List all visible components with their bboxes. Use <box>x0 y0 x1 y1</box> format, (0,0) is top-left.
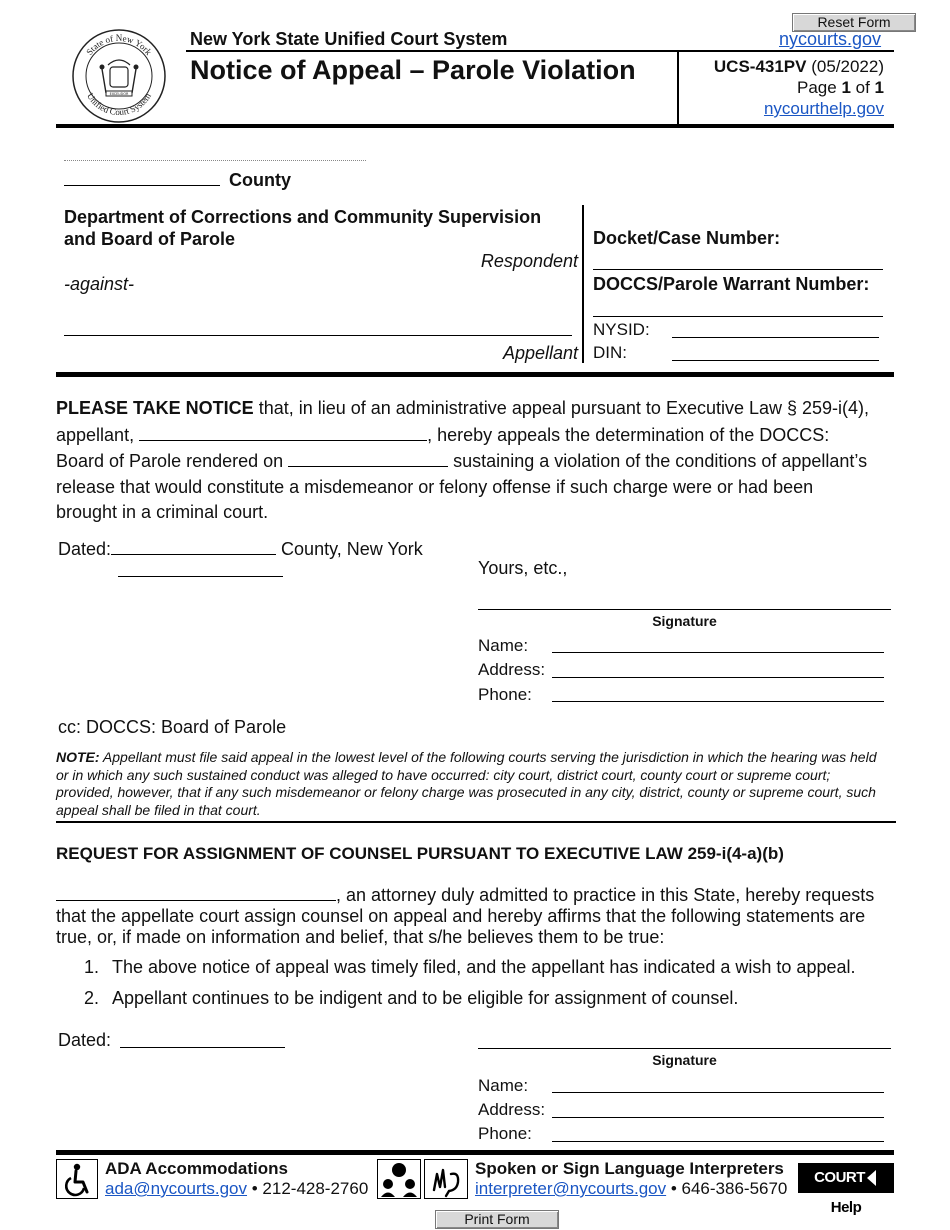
counsel-heading: REQUEST FOR ASSIGNMENT OF COUNSEL PURSUANT TO EXECUTIVE LAW 259-i(4-a)(b) <box>56 844 784 863</box>
sign-language-icon <box>424 1159 468 1199</box>
county-ny-text: County, New York <box>276 539 423 559</box>
docket-field[interactable] <box>593 269 883 270</box>
appellant-inline-field[interactable] <box>139 422 427 441</box>
interpreter-title: Spoken or Sign Language Interpreters <box>475 1159 784 1178</box>
page-number: Page 1 of 1 <box>797 78 884 97</box>
din-label: DIN: <box>593 343 627 362</box>
appellant-name-field[interactable] <box>64 335 572 336</box>
counsel-signature-line[interactable] <box>478 1048 891 1049</box>
reset-form-button[interactable]: Reset Form <box>792 13 916 32</box>
wheelchair-icon <box>56 1159 98 1199</box>
counsel-dated-label: Dated: <box>58 1030 112 1050</box>
form-code: UCS-431PV (05/2022) <box>713 57 884 76</box>
seal-top-text: State of New York <box>84 32 154 57</box>
counsel-item: 2. Appellant continues to be indigent and to be eligible for assignment of counsel. <box>84 988 739 1008</box>
against-text: -against- <box>64 274 135 294</box>
yours-text: Yours, etc., <box>478 558 568 578</box>
address-label: Address: <box>478 660 546 679</box>
warrant-field[interactable] <box>593 316 883 317</box>
nycourthelp-link[interactable]: nycourthelp.gov <box>763 99 884 118</box>
caption-divider <box>582 205 584 363</box>
header-rule <box>186 50 894 52</box>
counsel-name-label: Name: <box>478 1076 529 1095</box>
chevron-left-icon <box>867 1170 876 1186</box>
cc-line: cc: DOCCS: Board of Parole <box>58 717 287 737</box>
counsel-phone-field[interactable] <box>552 1141 884 1142</box>
counsel-name-field[interactable] <box>552 1092 884 1093</box>
interpreter-email-link[interactable]: interpreter@nycourts.gov <box>475 1179 667 1198</box>
dated-date-field[interactable] <box>118 576 283 577</box>
counsel-item: 1. The above notice of appeal was timely filed, and the appellant has indicated a wish to appeal. <box>84 957 856 977</box>
nycourts-link[interactable]: nycourts.gov <box>779 29 882 49</box>
counsel-intro: , an attorney duly admitted to practice in this State, hereby requests that the appellate court assign counsel on appeal and hereby affirms that the following statements are true, or, if made on information and belief, that s/he believes them to be true: <box>56 882 916 948</box>
ada-title: ADA Accommodations <box>105 1159 288 1178</box>
dated-county-field[interactable] <box>111 536 276 555</box>
ada-email-link[interactable]: ada@nycourts.gov <box>105 1179 248 1198</box>
court-seal <box>70 27 168 125</box>
determination-date-field[interactable] <box>288 448 448 467</box>
counsel-signature-label: Signature <box>652 1052 717 1068</box>
court-name-field[interactable] <box>64 160 366 161</box>
org-name: New York State Unified Court System <box>190 29 508 49</box>
phone-label: Phone: <box>478 685 532 704</box>
docket-label: Docket/Case Number: <box>593 228 781 248</box>
note-rule <box>56 821 896 823</box>
note-text: NOTE: Appellant must file said appeal in the lowest level of the following courts serving the jurisdiction in which the hearing was held or in which any such sustained conduct was alleged to have occurred: city court, district court, county court or supreme court; provided, however, that if any such misdemeanor or felony charge was prosecuted in any city, district, county or supreme court, such appeal shall be filed in that court. <box>56 749 877 818</box>
header-bottom-rule <box>56 124 894 128</box>
form-title: Notice of Appeal – Parole Violation <box>190 55 636 85</box>
signature-label: Signature <box>652 613 717 629</box>
county-field[interactable] <box>64 167 220 186</box>
county-label: County <box>229 170 292 190</box>
seal-bottom-text: Unified Court System <box>85 91 153 118</box>
din-field[interactable] <box>672 360 879 361</box>
attorney-name-field[interactable] <box>56 882 336 901</box>
name-field[interactable] <box>552 652 884 653</box>
interpreter-people-icon <box>377 1159 421 1199</box>
dated-label: Dated: <box>58 539 112 559</box>
ada-phone: • 212-428-2760 <box>247 1179 369 1198</box>
seal-ribbon: EXCELSIOR <box>109 92 129 96</box>
counsel-address-field[interactable] <box>552 1117 884 1118</box>
counsel-phone-label: Phone: <box>478 1124 532 1143</box>
caption-bottom-rule <box>56 372 894 377</box>
footer-top-rule <box>56 1150 894 1155</box>
header-divider <box>677 50 679 125</box>
phone-field[interactable] <box>552 701 884 702</box>
signature-line[interactable] <box>478 609 891 610</box>
counsel-dated-field[interactable] <box>120 1047 285 1048</box>
address-field[interactable] <box>552 677 884 678</box>
print-form-button[interactable]: Print Form <box>435 1210 559 1229</box>
warrant-label: DOCCS/Parole Warrant Number: <box>593 274 870 294</box>
notice-paragraph: PLEASE TAKE NOTICE that, in lieu of an administrative appeal pursuant to Executive Law § 259-i(4), appellant, , hereby appeals the determination of the DOCCS: Board of Parole rendered on sustaining a violation of the conditions of appellant’s release that would constitute a misdemeanor or felony offense if such charge were or had been brought in a criminal court. <box>56 398 870 522</box>
nysid-field[interactable] <box>672 337 879 338</box>
appellant-role: Appellant <box>502 343 578 363</box>
respondent-role: Respondent <box>480 251 578 271</box>
court-help-logo[interactable]: COURTHelp <box>798 1163 894 1193</box>
respondent-name: Department of Corrections and Community Supervision and Board of Parole <box>64 207 542 249</box>
name-label: Name: <box>478 636 529 655</box>
nysid-label: NYSID: <box>593 320 650 339</box>
interpreter-phone: • 646-386-5670 <box>666 1179 788 1198</box>
counsel-address-label: Address: <box>478 1100 546 1119</box>
